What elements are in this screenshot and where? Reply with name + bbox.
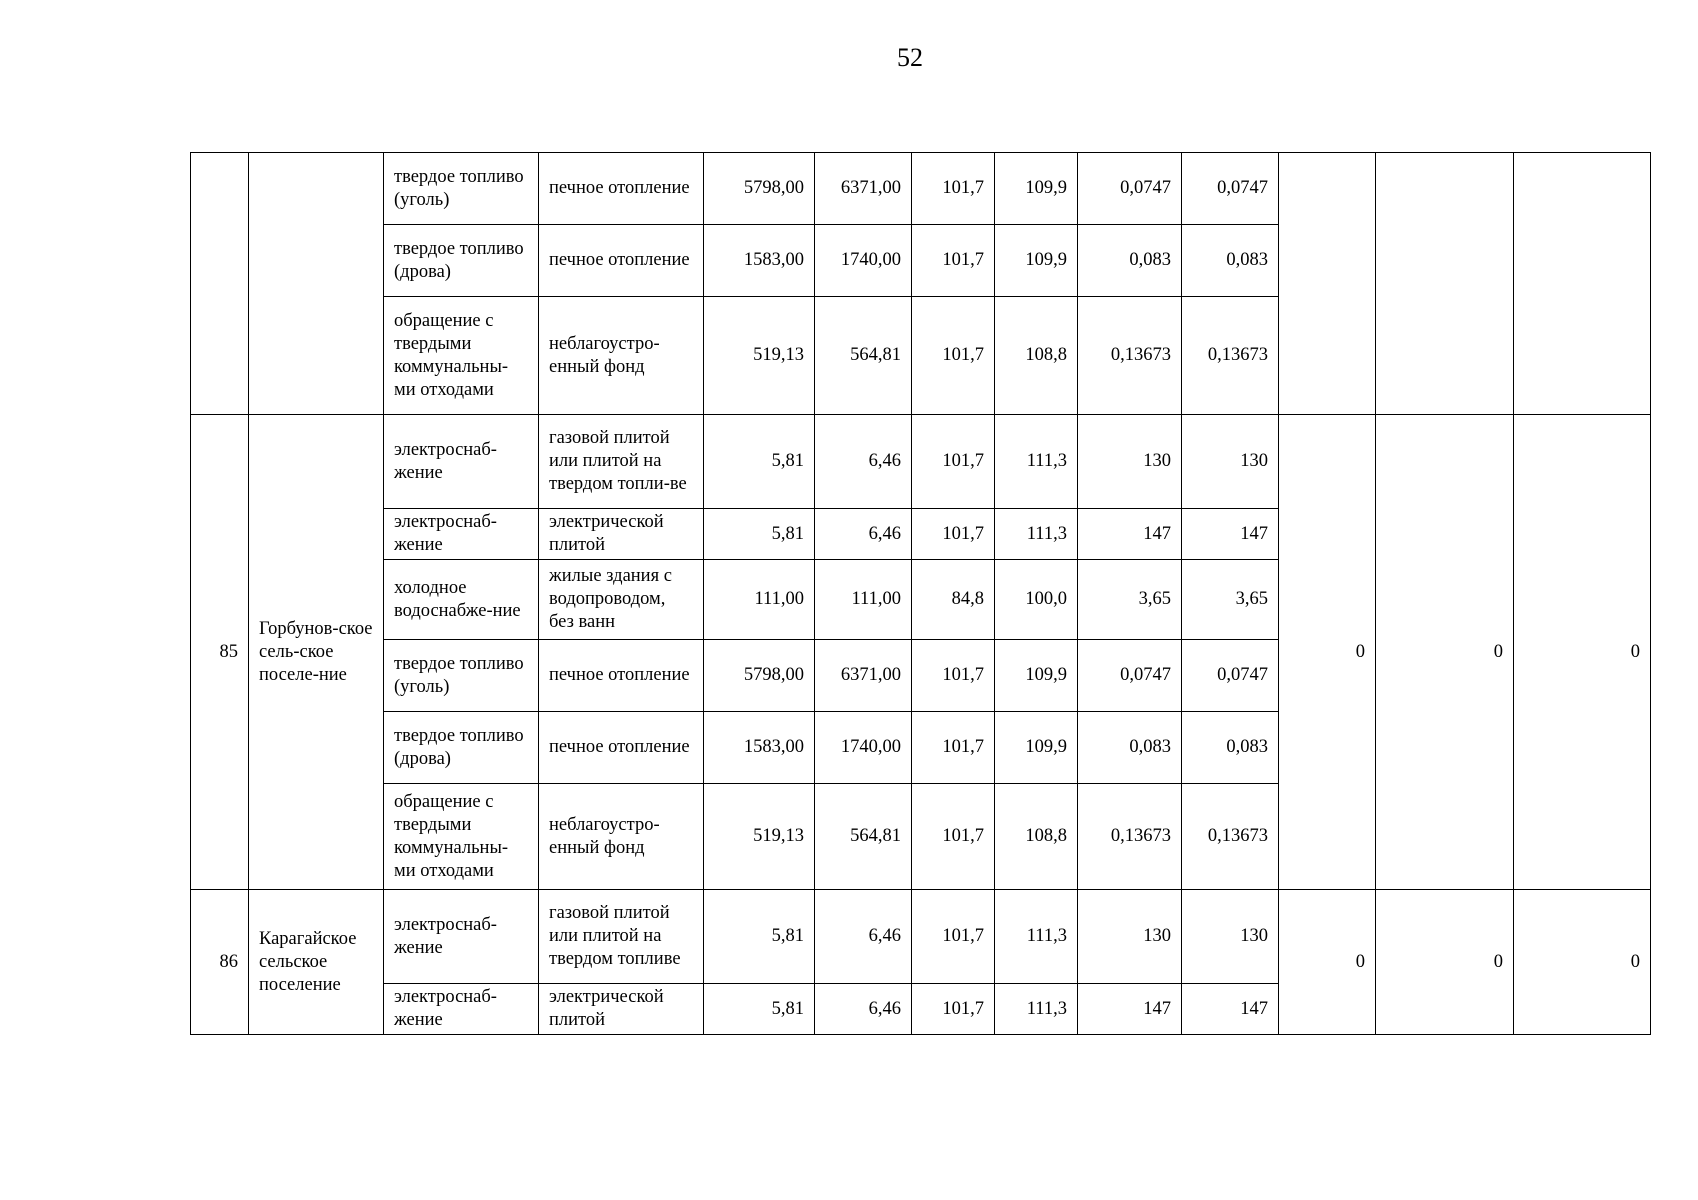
table-body [191,153,1651,1035]
value-cell-v6: 0,13673 [1182,297,1279,415]
value-cell-v2: 564,81 [815,297,912,415]
value-cell-v4: 100,0 [995,560,1078,640]
value-cell-v5: 0,13673 [1078,297,1182,415]
value-cell-v1: 5798,00 [704,153,815,225]
service-cell: твердое топливо (уголь) [384,153,539,225]
category-cell: неблагоустро-енный фонд [539,297,704,415]
value-cell-v1: 5,81 [704,415,815,509]
table-row [191,415,1651,509]
value-cell-v3: 101,7 [912,153,995,225]
total-cell-3 [1514,153,1651,415]
value-cell-v4: 109,9 [995,640,1078,712]
value-cell-v1: 519,13 [704,784,815,890]
value-cell-v5: 147 [1078,984,1182,1035]
category-cell: печное отопление [539,225,704,297]
value-cell-v1: 5798,00 [704,640,815,712]
value-cell-v2: 1740,00 [815,225,912,297]
value-cell-v3: 101,7 [912,509,995,560]
value-cell-v5: 0,083 [1078,712,1182,784]
value-cell-v2: 6371,00 [815,153,912,225]
value-cell-v3: 101,7 [912,297,995,415]
category-cell: газовой плитой или плитой на твердом топливе [539,890,704,984]
value-cell-v3: 84,8 [912,560,995,640]
value-cell-v6: 0,083 [1182,225,1279,297]
value-cell-v6: 3,65 [1182,560,1279,640]
value-cell-v6: 0,083 [1182,712,1279,784]
value-cell-v2: 6,46 [815,509,912,560]
value-cell-v4: 109,9 [995,712,1078,784]
value-cell-v3: 101,7 [912,712,995,784]
value-cell-v1: 5,81 [704,984,815,1035]
value-cell-v1: 519,13 [704,297,815,415]
value-cell-v5: 0,13673 [1078,784,1182,890]
page-number: 52 [897,43,923,72]
category-cell: газовой плитой или плитой на твердом топли-ве [539,415,704,509]
value-cell-v4: 111,3 [995,415,1078,509]
value-cell-v6: 130 [1182,415,1279,509]
category-cell: неблагоустро-енный фонд [539,784,704,890]
value-cell-v2: 1740,00 [815,712,912,784]
service-cell: твердое топливо (дрова) [384,712,539,784]
category-cell: электрической плитой [539,509,704,560]
service-cell: электроснаб-жение [384,890,539,984]
service-cell: холодное водоснабже-ние [384,560,539,640]
value-cell-v1: 5,81 [704,890,815,984]
category-cell: печное отопление [539,640,704,712]
total-cell-1: 0 [1279,890,1376,1035]
value-cell-v3: 101,7 [912,984,995,1035]
value-cell-v6: 147 [1182,509,1279,560]
total-cell-2: 0 [1376,415,1514,890]
value-cell-v5: 147 [1078,509,1182,560]
row-index-cell: 86 [191,890,249,1035]
value-cell-v6: 147 [1182,984,1279,1035]
service-cell: обращение с твердыми коммунальны-ми отходами [384,297,539,415]
table-row [191,153,1651,225]
value-cell-v3: 101,7 [912,890,995,984]
value-cell-v1: 1583,00 [704,225,815,297]
value-cell-v6: 0,0747 [1182,153,1279,225]
row-index-cell: 85 [191,415,249,890]
total-cell-3: 0 [1514,890,1651,1035]
service-cell: электроснаб-жение [384,415,539,509]
value-cell-v4: 111,3 [995,509,1078,560]
value-cell-v1: 5,81 [704,509,815,560]
value-cell-v3: 101,7 [912,784,995,890]
value-cell-v5: 3,65 [1078,560,1182,640]
value-cell-v6: 130 [1182,890,1279,984]
value-cell-v4: 108,8 [995,297,1078,415]
category-cell: печное отопление [539,153,704,225]
table-row [191,890,1651,984]
value-cell-v2: 6371,00 [815,640,912,712]
total-cell-2: 0 [1376,890,1514,1035]
value-cell-v5: 0,0747 [1078,153,1182,225]
value-cell-v4: 109,9 [995,153,1078,225]
service-cell: твердое топливо (уголь) [384,640,539,712]
total-cell-1: 0 [1279,415,1376,890]
category-cell: печное отопление [539,712,704,784]
value-cell-v6: 0,13673 [1182,784,1279,890]
value-cell-v1: 1583,00 [704,712,815,784]
tariff-table [190,152,1651,1035]
value-cell-v3: 101,7 [912,225,995,297]
service-cell: твердое топливо (дрова) [384,225,539,297]
value-cell-v3: 101,7 [912,415,995,509]
value-cell-v2: 6,46 [815,415,912,509]
value-cell-v3: 101,7 [912,640,995,712]
total-cell-2 [1376,153,1514,415]
total-cell-3: 0 [1514,415,1651,890]
category-cell: электрической плитой [539,984,704,1035]
value-cell-v5: 130 [1078,415,1182,509]
value-cell-v2: 111,00 [815,560,912,640]
value-cell-v2: 6,46 [815,890,912,984]
row-index-cell [191,153,249,415]
value-cell-v6: 0,0747 [1182,640,1279,712]
settlement-name-cell: Горбунов-ское сель-ское поселе-ние [249,415,384,890]
total-cell-1 [1279,153,1376,415]
value-cell-v4: 109,9 [995,225,1078,297]
settlement-name-cell [249,153,384,415]
value-cell-v5: 130 [1078,890,1182,984]
value-cell-v4: 111,3 [995,984,1078,1035]
value-cell-v5: 0,0747 [1078,640,1182,712]
service-cell: электроснаб-жение [384,984,539,1035]
value-cell-v4: 108,8 [995,784,1078,890]
settlement-name-cell: Карагайское сельское поселение [249,890,384,1035]
value-cell-v1: 111,00 [704,560,815,640]
value-cell-v2: 6,46 [815,984,912,1035]
value-cell-v5: 0,083 [1078,225,1182,297]
service-cell: обращение с твердыми коммунальны-ми отходами [384,784,539,890]
value-cell-v4: 111,3 [995,890,1078,984]
service-cell: электроснаб-жение [384,509,539,560]
value-cell-v2: 564,81 [815,784,912,890]
category-cell: жилые здания с водопроводом, без ванн [539,560,704,640]
